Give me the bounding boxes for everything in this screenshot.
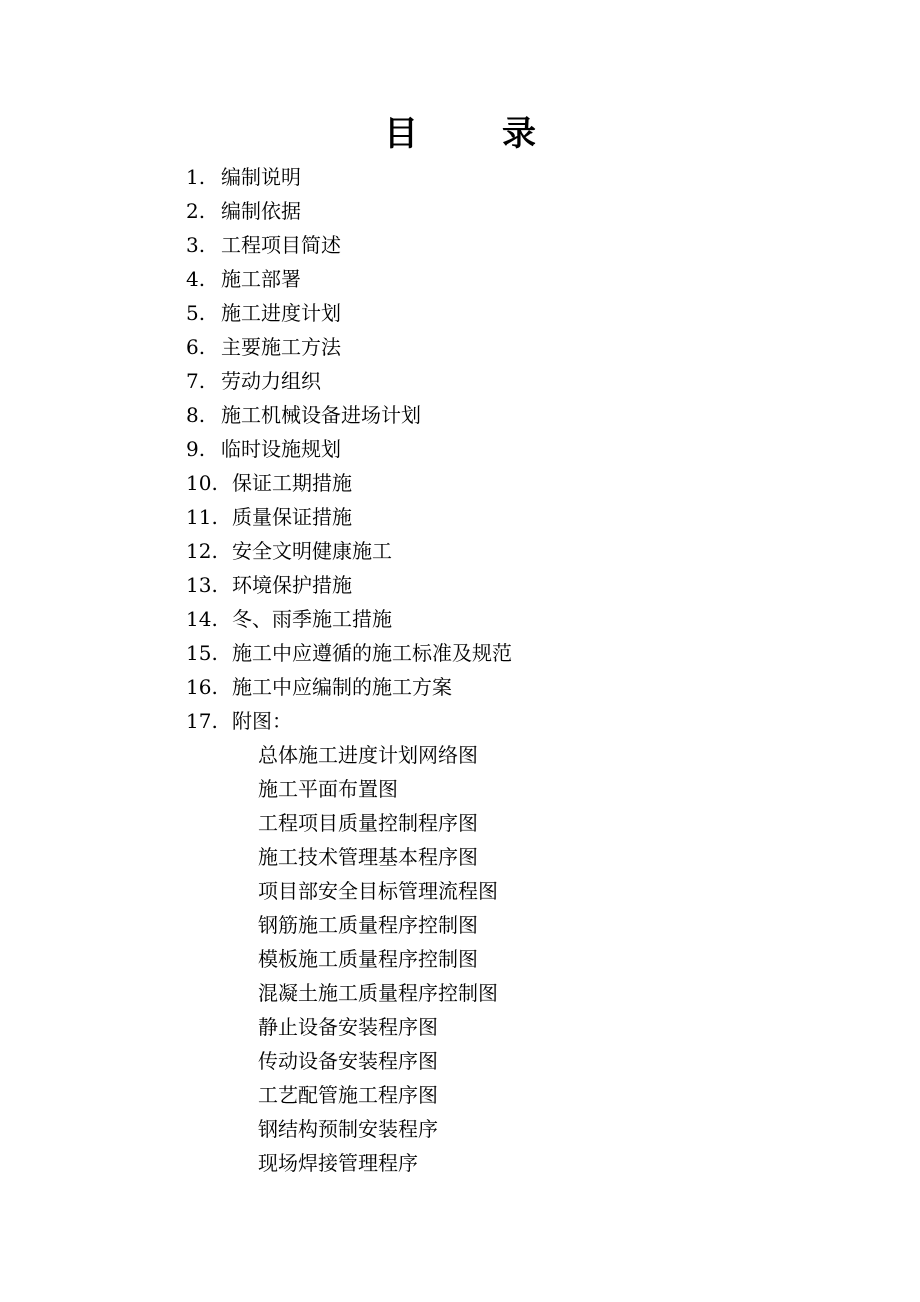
toc-item-number: 15. xyxy=(186,641,218,665)
toc-item-17 xyxy=(186,704,512,738)
toc-item-text: 劳动力组织 xyxy=(221,369,321,393)
toc-item-8 xyxy=(186,398,512,432)
toc-item-text: 施工进度计划 xyxy=(221,301,341,325)
toc-item-9 xyxy=(186,432,512,466)
appendix-item: 现场焊接管理程序 xyxy=(258,1151,418,1175)
appendix-item: 施工技术管理基本程序图 xyxy=(258,845,478,869)
toc-item-text: 环境保护措施 xyxy=(232,573,352,597)
appendix-item: 钢筋施工质量程序控制图 xyxy=(258,913,478,937)
toc-item-text: 临时设施规划 xyxy=(221,437,341,461)
toc-item-10 xyxy=(186,466,512,500)
appendix-item: 总体施工进度计划网络图 xyxy=(258,743,478,767)
appendix-item: 工艺配管施工程序图 xyxy=(258,1083,438,1107)
toc-item-text: 保证工期措施 xyxy=(232,471,352,495)
toc-item-13 xyxy=(186,568,512,602)
toc-item-number: 17. xyxy=(186,709,218,733)
toc-item-number: 2. xyxy=(186,199,206,223)
toc-item-text: 施工机械设备进场计划 xyxy=(221,403,421,427)
toc-item-14 xyxy=(186,602,512,636)
appendix-item: 传动设备安装程序图 xyxy=(258,1049,438,1073)
toc-item-text: 安全文明健康施工 xyxy=(232,539,392,563)
toc-item-7 xyxy=(186,364,512,398)
toc-item-number: 4. xyxy=(186,267,206,291)
toc-item-1 xyxy=(186,160,512,194)
toc-item-15 xyxy=(186,636,512,670)
appendix-section xyxy=(186,738,512,1180)
toc-title-char-2: 录 xyxy=(502,114,536,154)
toc-item-number: 12. xyxy=(186,539,218,563)
toc-item-text: 施工中应编制的施工方案 xyxy=(232,675,452,699)
toc-item-text: 工程项目简述 xyxy=(221,233,341,257)
toc-item-number: 5. xyxy=(186,301,206,325)
toc-title-char-1: 目 xyxy=(384,114,418,154)
toc-item-text: 编制依据 xyxy=(221,199,301,223)
appendix-item: 工程项目质量控制程序图 xyxy=(258,811,478,835)
appendix-item: 静止设备安装程序图 xyxy=(258,1015,438,1039)
appendix-item: 模板施工质量程序控制图 xyxy=(258,947,478,971)
toc-item-number: 3. xyxy=(186,233,206,257)
appendix-item: 施工平面布置图 xyxy=(258,777,398,801)
toc-item-text: 施工中应遵循的施工标准及规范 xyxy=(232,641,512,665)
toc-item-text: 施工部署 xyxy=(221,267,301,291)
toc-item-text: 冬、雨季施工措施 xyxy=(232,607,392,631)
toc-item-5 xyxy=(186,296,512,330)
toc-title xyxy=(0,110,920,158)
toc-item-text: 质量保证措施 xyxy=(232,505,352,529)
appendix-item: 混凝土施工质量程序控制图 xyxy=(258,981,498,1005)
toc-item-4 xyxy=(186,262,512,296)
toc-list xyxy=(186,160,512,1180)
toc-item-number: 1. xyxy=(186,165,206,189)
toc-item-2 xyxy=(186,194,512,228)
toc-item-3 xyxy=(186,228,512,262)
toc-item-text: 编制说明 xyxy=(221,165,301,189)
toc-item-11 xyxy=(186,500,512,534)
toc-item-text: 主要施工方法 xyxy=(221,335,341,359)
toc-item-text: 附图： xyxy=(232,709,292,733)
toc-item-16 xyxy=(186,670,512,704)
toc-item-number: 10. xyxy=(186,471,218,495)
appendix-item: 项目部安全目标管理流程图 xyxy=(258,879,498,903)
toc-item-number: 8. xyxy=(186,403,206,427)
toc-item-number: 9. xyxy=(186,437,206,461)
toc-item-number: 14. xyxy=(186,607,218,631)
toc-item-number: 6. xyxy=(186,335,206,359)
toc-item-6 xyxy=(186,330,512,364)
toc-item-12 xyxy=(186,534,512,568)
toc-item-number: 13. xyxy=(186,573,218,597)
appendix-item: 钢结构预制安装程序 xyxy=(258,1117,438,1141)
toc-item-number: 7. xyxy=(186,369,206,393)
toc-item-number: 11. xyxy=(186,505,218,529)
toc-item-number: 16. xyxy=(186,675,218,699)
appendix-list xyxy=(186,738,512,1180)
